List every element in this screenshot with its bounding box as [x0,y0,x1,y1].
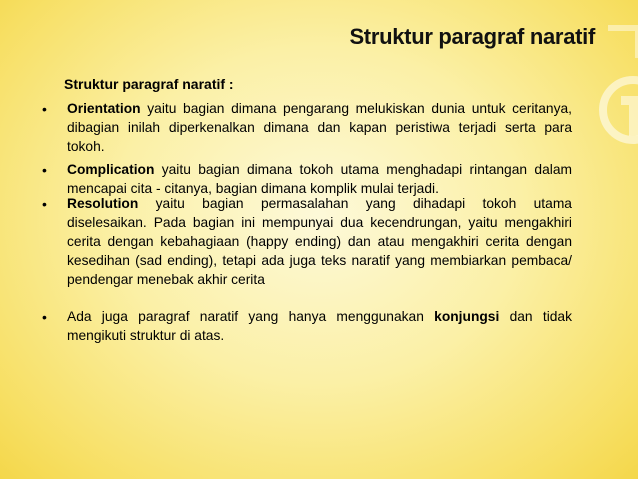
resolution-line-4: kesedihan (sad ending), tetapi ada juga teks naratif yang membiarkan pembaca/ [67,253,572,268]
bullet-marker: • [42,101,47,117]
resolution-line-1 [67,195,572,214]
resolution-term: Resolution [67,196,139,211]
konjungsi-term: konjungsi [434,309,500,324]
orientation-line-1 [67,100,572,119]
resolution-line-5: pendengar menebak akhir cerita [67,272,265,287]
konjungsi-line-1 [67,308,572,327]
complication-line-1 [67,161,572,180]
subheading: Struktur paragraf naratif : [64,76,234,92]
complication-term: Complication [67,162,155,177]
konjungsi-text-post: dan tidak [509,309,572,324]
resolution-line-2: diselesaikan. Pada bagian ini mempunyai dua kecendrungan, yaitu mengakhiri [67,215,572,230]
bullet-marker: • [42,309,47,325]
orientation-line-2: dibagian inilah diperkenalkan dimana dan kapan peristiwa terjadi serta para [67,120,572,135]
complication-line-2: mencapai cita - citanya, bagian dimana komplik mulai terjadi. [67,181,439,196]
konjungsi-text-pre: Ada juga paragraf naratif yang hanya menggunakan [67,309,424,324]
resolution-text-1: yaitu bagian permasalahan yang dihadapi tokoh utama [155,196,572,211]
complication-text-1: yaitu bagian dimana tokoh utama menghadapi rintangan dalam [161,162,572,177]
orientation-term: Orientation [67,101,141,116]
orientation-text-1: yaitu bagian dimana pengarang melukiskan dunia untuk ceritanya, [147,101,572,116]
orientation-line-3: tokoh. [67,139,105,154]
slide-title: Struktur paragraf naratif [349,24,595,49]
konjungsi-line-2: mengikuti struktur di atas. [67,328,225,343]
resolution-line-3: cerita dengan kebahagiaan (happy ending) dan atau mengakhiri cerita dengan [67,234,572,249]
bullet-marker: • [42,196,47,212]
bullet-marker: • [42,162,47,178]
